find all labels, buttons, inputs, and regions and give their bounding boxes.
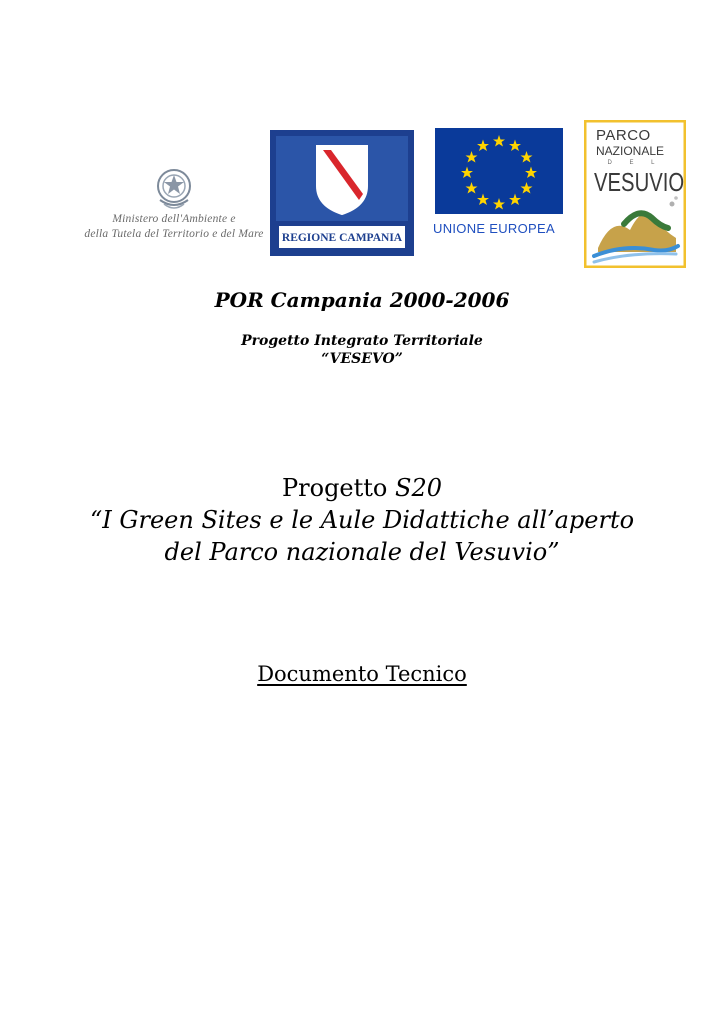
- parco-vesuvio-logo: [584, 120, 686, 268]
- eu-stars-icon: [435, 128, 563, 214]
- project-title-line2: “I Green Sites e le Aule Didattiche all’aperto: [89, 506, 635, 534]
- emblem-icon: [152, 166, 196, 212]
- pit-title: Progetto Integrato Territoriale: [241, 333, 483, 349]
- regione-campania-logo: [267, 128, 417, 258]
- project-title: [0, 472, 724, 568]
- parco-line1: PARCO: [596, 127, 651, 144]
- ministero-line2: della Tutela del Territorio e del Mare: [84, 228, 264, 240]
- parco-line2: NAZIONALE: [596, 144, 665, 158]
- project-title-line3: del Parco nazionale del Vesuvio”: [164, 538, 560, 566]
- document-label-text: Documento Tecnico: [257, 662, 467, 686]
- regione-label: REGIONE CAMPANIA: [281, 232, 403, 244]
- parco-dots: D E L: [607, 160, 663, 166]
- ministero-logo: [76, 166, 272, 252]
- document-label: [0, 662, 724, 686]
- eu-flag: [435, 128, 563, 214]
- project-code: S20: [395, 474, 442, 502]
- eu-logo: [433, 128, 573, 240]
- eu-label: UNIONE EUROPEA: [433, 221, 555, 236]
- parco-line3: VESUVIO: [594, 167, 685, 197]
- pit-name: “VESEVO”: [321, 351, 403, 367]
- project-title-line1: [0, 472, 724, 504]
- project-prefix: Progetto: [282, 474, 396, 502]
- ministero-line1: Ministero dell'Ambiente e: [112, 213, 236, 225]
- por-title: POR Campania 2000-2006: [214, 288, 510, 312]
